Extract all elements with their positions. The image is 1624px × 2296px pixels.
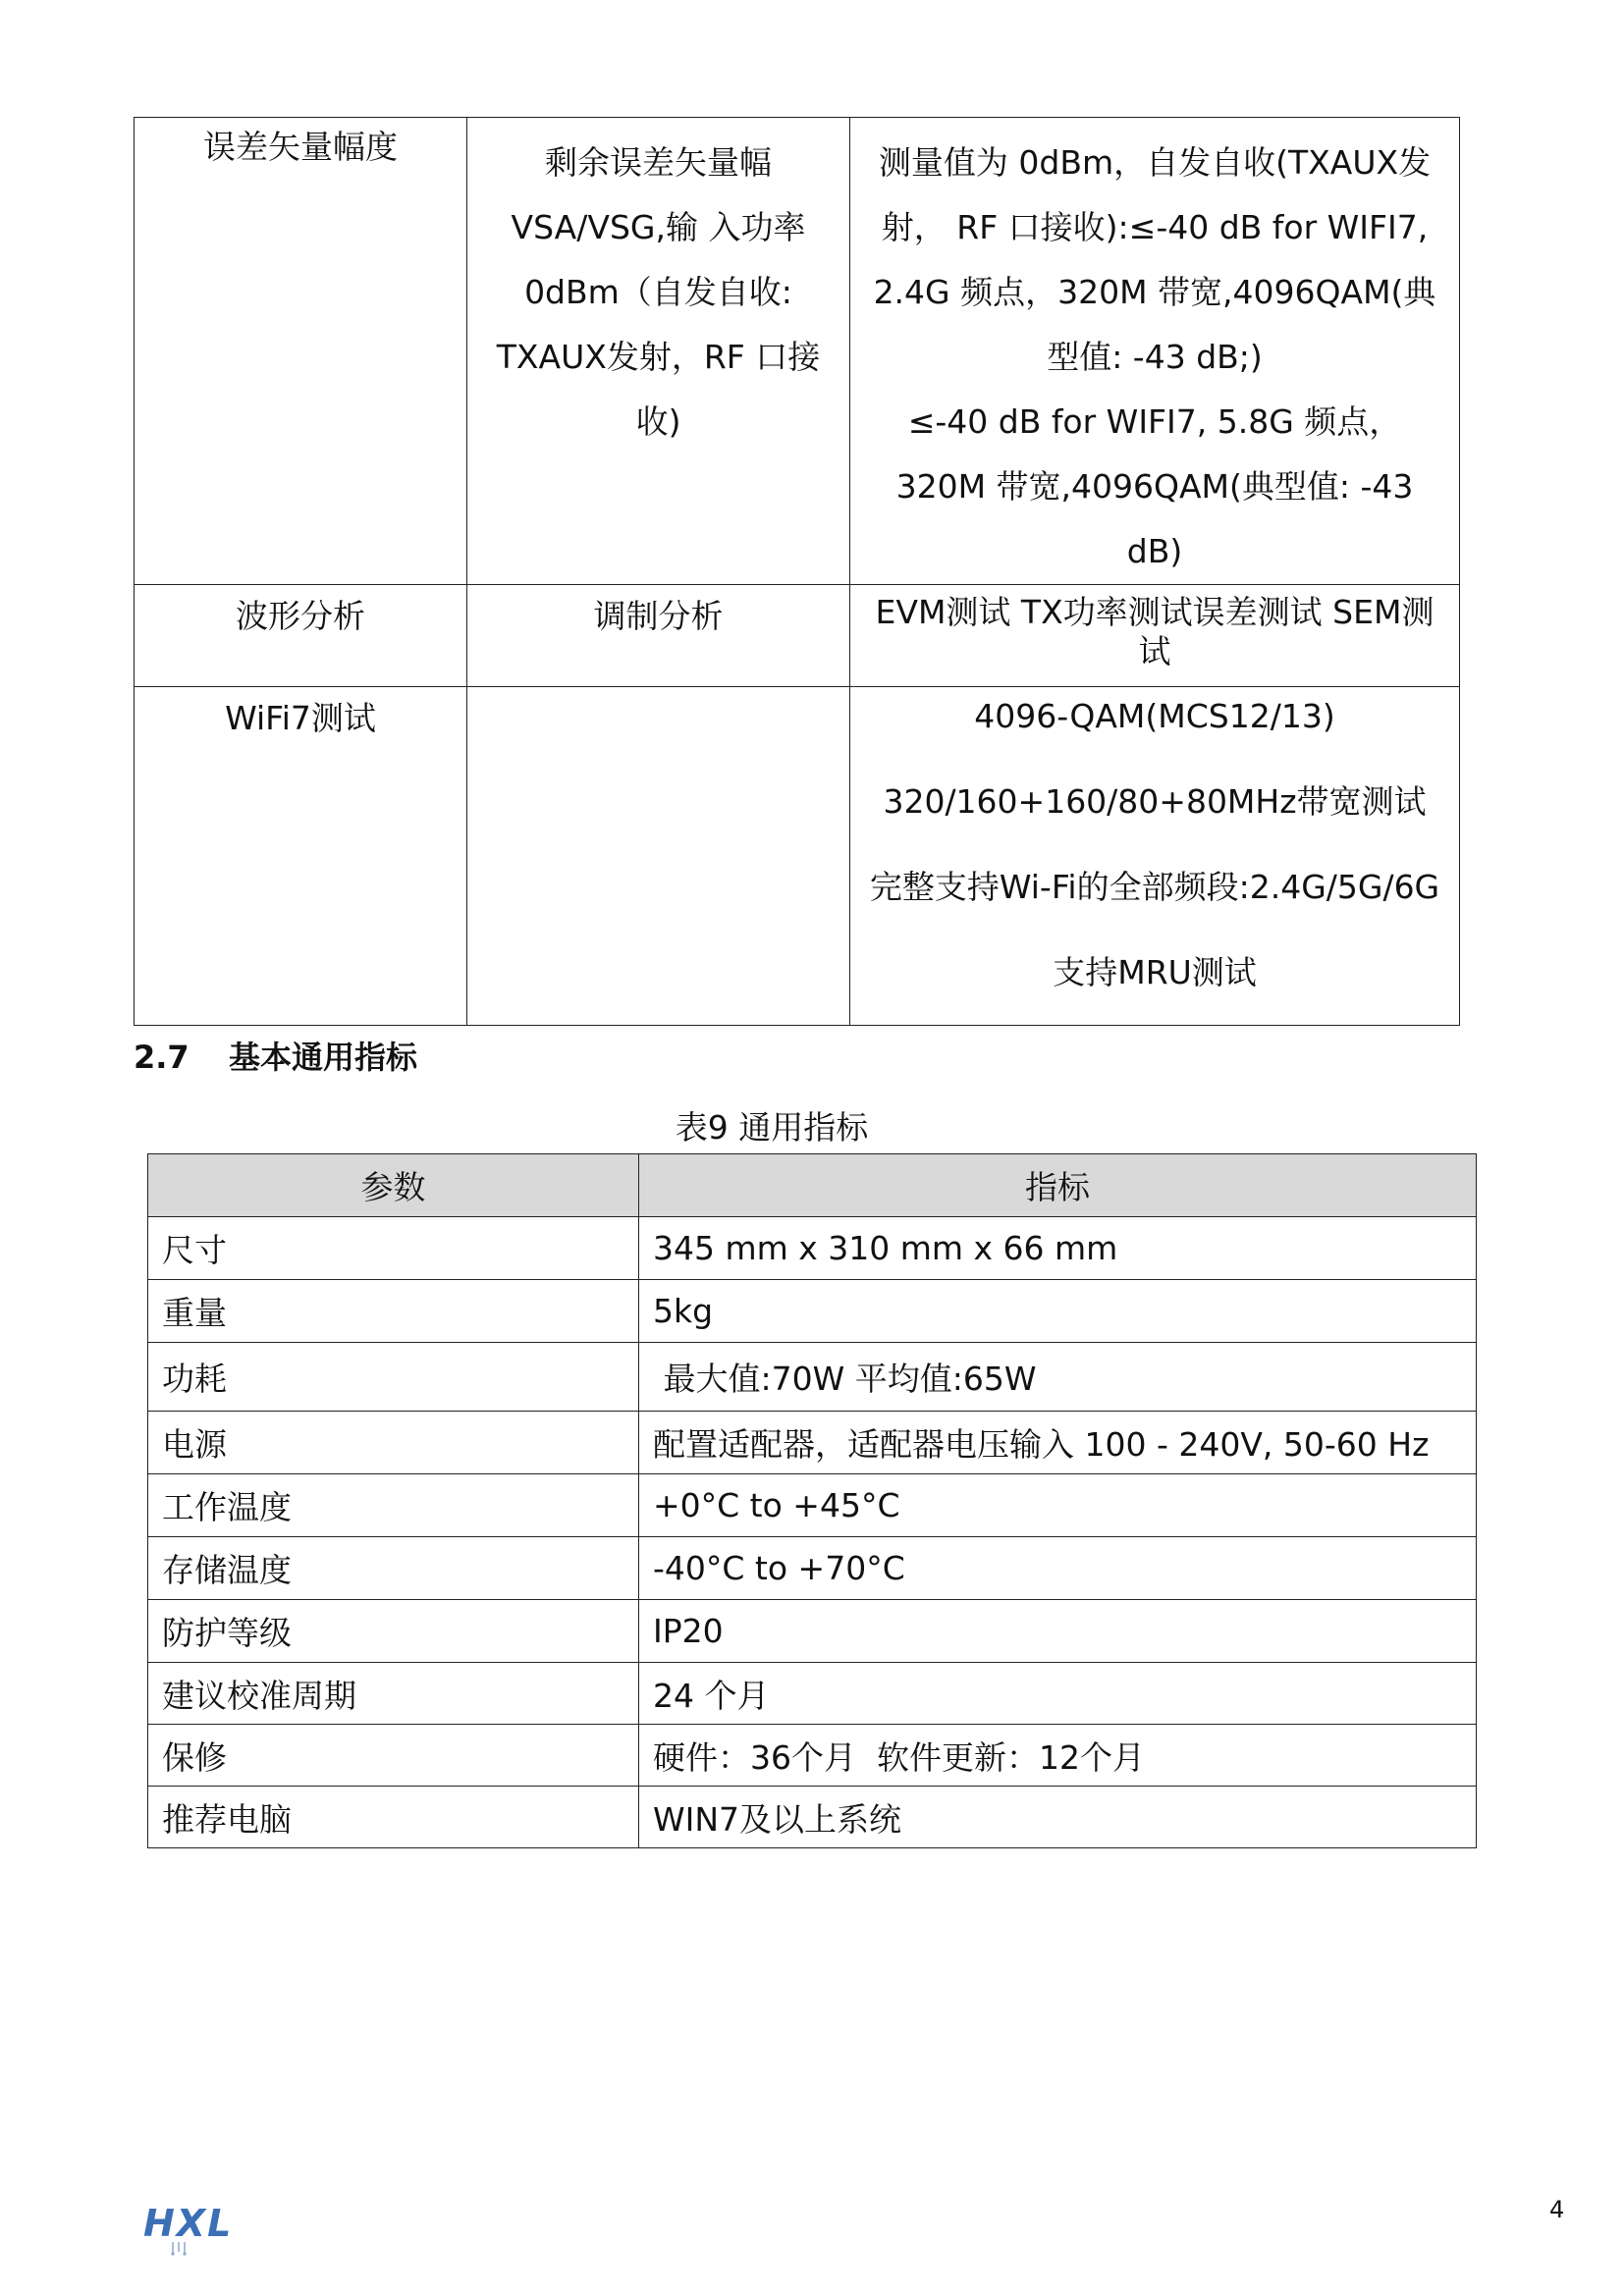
param-cell: 功耗 — [148, 1343, 639, 1412]
section-number: 2.7 — [134, 1039, 189, 1076]
table-row — [148, 1217, 1477, 1280]
param-cell: 防护等级 — [148, 1600, 639, 1663]
param-cell: 存储温度 — [148, 1537, 639, 1600]
table-row — [135, 585, 1460, 687]
general-spec-table — [147, 1153, 1477, 1848]
param-cell: 建议校准周期 — [148, 1663, 639, 1725]
param-cell: 工作温度 — [148, 1474, 639, 1537]
table-row — [148, 1280, 1477, 1343]
hxl-logo — [143, 2197, 251, 2256]
value-lines: EVM测试 TX功率测试误差测试 SEM测 试 — [875, 593, 1435, 670]
table-caption: 表9 通用指标 — [675, 1108, 869, 1147]
subparam-cell — [467, 118, 850, 585]
section-title: 基本通用指标 — [228, 1039, 417, 1076]
param-cell: 尺寸 — [148, 1217, 639, 1280]
value-cell: 345 mm x 310 mm x 66 mm — [639, 1217, 1477, 1280]
table-row — [135, 687, 1460, 1026]
value-cell: 24 个月 — [639, 1663, 1477, 1725]
subparam-lines: 剩余误差矢量幅 VSA/VSG,输 入功率 0dBm（自发自收: TXAUX发射，RF 口接 收) — [496, 143, 821, 441]
param-cell: 重量 — [148, 1280, 639, 1343]
value-cell: IP20 — [639, 1600, 1477, 1663]
spec-table — [134, 117, 1460, 1026]
param-cell: 波形分析 — [135, 585, 467, 687]
page-number: 4 — [1549, 2196, 1565, 2223]
table-row — [148, 1537, 1477, 1600]
param-cell: 推荐电脑 — [148, 1787, 639, 1848]
table-row — [148, 1343, 1477, 1412]
param-cell: WiFi7测试 — [135, 687, 467, 1026]
param-cell — [135, 118, 467, 585]
table-header-row — [148, 1154, 1477, 1217]
value-cell: 最大值:70W 平均值:65W — [639, 1343, 1477, 1412]
table-row — [148, 1725, 1477, 1787]
column-header-value: 指标 — [639, 1154, 1477, 1217]
value-cell: +0°C to +45°C — [639, 1474, 1477, 1537]
param-label: 误差矢量幅度 — [203, 128, 398, 166]
column-header-param: 参数 — [148, 1154, 639, 1217]
table-row — [148, 1412, 1477, 1474]
table-row — [148, 1663, 1477, 1725]
subparam-cell — [467, 687, 850, 1026]
table-row — [148, 1474, 1477, 1537]
svg-text:HXL: HXL — [143, 2202, 234, 2245]
value-cell: 配置适配器，适配器电压输入 100 - 240V, 50-60 Hz — [639, 1412, 1477, 1474]
table-row — [148, 1600, 1477, 1663]
section-heading — [134, 1033, 417, 1078]
param-cell: 电源 — [148, 1412, 639, 1474]
table-row — [148, 1787, 1477, 1848]
table-row — [135, 118, 1460, 585]
value-lines: 4096-QAM(MCS12/13) 320/160+160/80+80MHz带宽测试 完整支持Wi-Fi的全部频段:2.4G/5G/6G 支持MRU测试 — [869, 697, 1440, 991]
value-cell — [850, 118, 1460, 585]
param-cell: 保修 — [148, 1725, 639, 1787]
value-lines: 测量值为 0dBm，自发自收(TXAUX发 射， RF 口接收):≤-40 dB for WIFI7, 2.4G 频点，320M 带宽,4096QAM(典 型值: -43 dB;) ≤-40 dB for WIFI7, 5.8G 频点， 320M 带宽,4096QAM(典型值: -43 dB) — [873, 143, 1436, 570]
value-cell: 硬件：36个月 软件更新：12个月 — [639, 1725, 1477, 1787]
value-cell — [850, 585, 1460, 687]
value-cell: WIN7及以上系统 — [639, 1787, 1477, 1848]
value-cell: -40°C to +70°C — [639, 1537, 1477, 1600]
subparam-cell: 调制分析 — [467, 585, 850, 687]
value-cell — [850, 687, 1460, 1026]
value-cell: 5kg — [639, 1280, 1477, 1343]
